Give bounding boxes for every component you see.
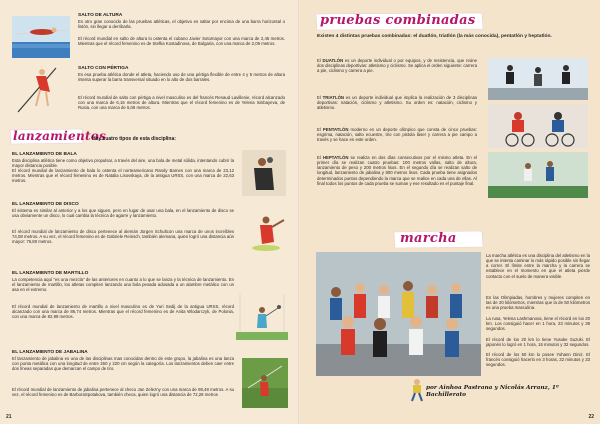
page-number-left: 21 — [6, 414, 12, 420]
marcha-title: marcha — [400, 231, 457, 246]
triatlon-term-prefix: El — [317, 95, 323, 100]
jabalina-title: EL LANZAMIENTO DE JABALINA — [12, 350, 88, 355]
triathlon-image — [488, 104, 588, 148]
duathlon-image — [488, 58, 588, 100]
marcha-p3: La rusa, Yelena Lashmanova, tiene el récord en los 20 km. Los consiguió hacer en 1 hora, 23 minutos y 39 segundos. — [486, 316, 590, 332]
javelin-image — [242, 358, 288, 408]
disco-p1: El sistema es similar al anterior y a los que siguen, pero en lugar de usar una bala, en el lanzamiento de disco se usa obviamente un disco, lo cual cambia la técnica de agarre y lanzamiento. — [12, 208, 234, 219]
triatlon-term: TRIATLÓN — [322, 95, 345, 100]
salto-altura-title: SALTO DE ALTURA — [78, 13, 123, 18]
pentatlon-term-prefix: El — [317, 127, 323, 132]
martillo-title: EL LANZAMIENTO DE MARTILLO — [12, 271, 89, 276]
marcha-banner — [392, 230, 484, 249]
salto-pertiga-title: SALTO CON PÉRTIGA — [78, 66, 129, 71]
triatlon-body: es un deporte individual que implica la realización de 3 disciplinas deportivas: natación, ciclismo y atletismo. Su orden es: natación, ciclismo y atletismo. — [317, 95, 478, 111]
salto-pertiga-p2: El récord mundial de salto con pértiga a nivel masculino es del francés Renaud Lavillenie, récord alcanzado con una marca de 6,16 metros de altura. Mientras que el récord femenino es de Yelena Isinbayeva, de Rusia, con una marca de 5,06 metros. — [78, 95, 285, 111]
martillo-p1: La competencia aquí "es una mezcla" de las anteriores en cuanto a lo que se lanza y la técnica de lanzamiento. En el lanzamiento de martillo, los atletas compiten lanzando una bola pesada adosada a un alambre metálico con un asa en el extremo. — [12, 277, 234, 293]
salto-altura-p2: El récord mundial en salto de altura lo ostenta el cubano Javier Sotomayor con una marca de 2,45 metros. Mientras que el récord femenino es de Stefka Kostadinova, de Bulgaria, con una marca de 2,09 metros. — [78, 36, 285, 47]
lanzamientos-title: lanzamientos — [13, 129, 107, 143]
jabalina-p1: El lanzamiento de jabalina es una de las disciplinas mas conocidas dentro de este grupo, la jabalina es una lanza con punta metálica con una longitud de entre 260 y 220 cm según la categoría. Los lanzamientos deben caer entre dos líneas separadas que demarcan el campo de tiro. — [12, 356, 234, 372]
combinadas-banner — [314, 12, 484, 31]
duatlon-term-prefix: El — [317, 58, 323, 63]
hammer-throw-image — [236, 290, 288, 340]
heptatlon-body: se realiza en dos días consecutivos por el mismo atleta. En el primer día se realizan cuatro pruebas: 100 metros vallas, salto de altura, lanzamiento de peso y 200 metros lisos. En el segundo día se realizan salto de longitud, lanzamiento de jabalina y 800 metros lisos. Cada prueba tiene asignados determinados puntos dependiendo la marca que se realice en cada una de ellas. Al final todos los puntos de cada prueba se suman y ese resultado es el puntaje final. — [317, 155, 478, 186]
disco-title: EL LANZAMIENTO DE DISCO — [12, 202, 79, 207]
duatlon-term: DUATLÓN — [322, 58, 344, 63]
heptatlon-term: HEPTATLÓN — [322, 155, 349, 160]
salto-altura-p1: Es otro gran conocido de las pruebas atléticas, el objetivo es saltar por encima de una barra horizontal o listón, sin llegar a derribarla. — [78, 19, 285, 30]
martillo-p2: El récord mundial de lanzamiento de martillo a nivel masculino es de Yuri Sedij de la antigua URSS, récord alcanzado con una marca de 86,74 metros. Mientras que el récord femenino es de Anita Wlodarczyk, de Polonia, con una marca de 82,98 metros. — [12, 304, 234, 320]
marcha-p5: El récord de los 50 km lo posee Yohann Diniz. El francés consiguió hacerlo en 3 horas, 32 minutos y 33 segundos. — [486, 352, 590, 368]
combinadas-title: pruebas combinadas — [320, 13, 476, 28]
high-jump-image — [12, 16, 70, 58]
bala-p2: El récord mundial de lanzamiento de bala lo ostenta el norteamericano Randy Barnes con una marca de 23,12 metros. Mientras que el récord femenino es de Natalia Lisovskaya, de la antigua URSS, con una marca de 22,63 metros. — [12, 168, 234, 184]
pentatlon-body: moderno es un deporte olímpico que consta de cinco pruebas: esgrima, natación, salto ecuestre, tiro con pistola láser y carrera a pie campo a través y se hace en este orden. — [317, 127, 478, 143]
bala-p1: Esta disciplina atlética tiene como objetivo propulsar, a través del aire, una bola de metal sólida, intentando cubrir la mayor distancia posible. — [12, 158, 234, 169]
heptatlon-text — [317, 155, 477, 186]
pentatlon-text — [317, 127, 477, 142]
author-credit: por Ainhoa Pastrana y Nicolás Arranz, 1º Bachillerato — [426, 385, 559, 398]
duatlon-text — [317, 58, 477, 73]
marcha-p2: En las Olimpiadas, hombres y mujeres compiten en las de 20 kilómetros, mientras que la de 50 kilómetros es una prueba masculina. — [486, 295, 590, 311]
discus-image — [244, 210, 288, 254]
lanzamientos-banner — [8, 128, 107, 145]
walker-illustration — [407, 378, 427, 402]
pentathlon-image — [488, 152, 588, 198]
marcha-p4: El récord de los 20 km lo tiene Yusuke Suzuki. El japonés lo logró en 1 hora, 16 minutos y 32 segundos. — [486, 337, 590, 348]
disco-p2: El récord mundial de lanzamiento de disco pertenece al alemán Jürgen Schultcon una marca de unos increíbles 74,08 metros. A su vez, el récord femenino es de Gabriele Reinsch, también alemana, quien logró una distancia aún mayor: 76,80 metros. — [12, 229, 234, 245]
combinadas-intro: Existen 4 distintas pruebas combinadas: el duatlón, triatlón (la más conocida), pentatlón y heptatlón. — [317, 34, 552, 39]
lanzamientos-subtitle: Hay cuatro tipos de esta disciplina: — [92, 136, 176, 142]
bala-title: EL LANZAMIENTO DE BALA — [12, 152, 77, 157]
shot-put-image — [242, 150, 286, 196]
marcha-p1: La marcha atlética es una disciplina del atletismo en la que se intenta caminar lo más rápido posible sin llegar a correr. El límite entre la marcha y la carrera se establece en el momento en que el atleta pierde contacto con el suelo de manera visible. — [486, 253, 590, 279]
triatlon-text — [317, 95, 477, 110]
page-number-right: 22 — [588, 414, 594, 420]
page-right — [300, 0, 600, 424]
jabalina-p2: El récord mundial de lanzamiento de jabalina pertenece al checo Jan Zelezny con una marca de 98,48 metros. A su vez, el récord femenino es de BarboraSpotakova, también checa, quien logró una distancia de 72,28 metros — [12, 387, 234, 398]
heptatlon-term-prefix: El — [317, 155, 323, 160]
race-walking-image — [316, 252, 481, 376]
pentatlon-term: PENTATLÓN — [322, 127, 349, 132]
salto-pertiga-p1: Es esa prueba atlética donde el atleta, haciendo uso de una pértiga flexible de entre 4 y 5 metros de altura intenta superar la barra transversal situado en lo alto de dos barrales. — [78, 72, 285, 83]
duatlon-body: es un deporte individual o por equipos, y de resistencia, que reúne dos disciplinas deportivas: atletismo y ciclismo. Se aplica el orden siguiente: carrera a pie, ciclismo y carrera a pie. — [317, 58, 477, 74]
pole-vault-image — [12, 62, 68, 116]
